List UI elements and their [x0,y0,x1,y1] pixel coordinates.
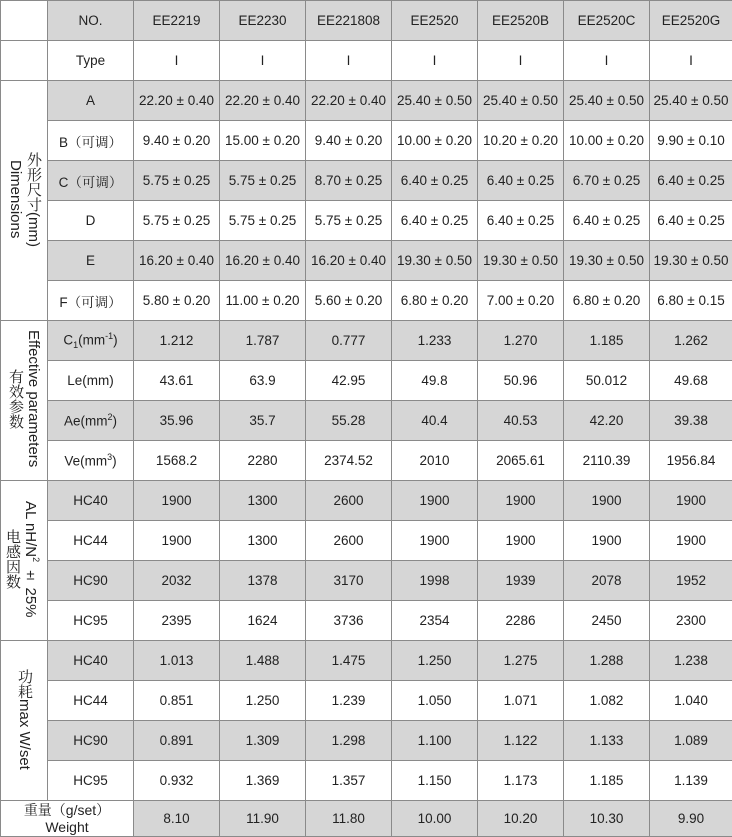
cell-value: 1.082 [564,681,650,721]
table-row [1,161,732,201]
cell-value: 49.8 [392,361,478,401]
cell-value: 1900 [564,481,650,521]
cell-value: 1952 [650,561,732,601]
weight-label-cn: 重量（g/set） [24,802,110,818]
cell-value: 1378 [220,561,306,601]
row-label: C（可调） [48,161,134,201]
cell-value: 43.61 [134,361,220,401]
cell-value: 42.95 [306,361,392,401]
group-dimensions [1,81,48,321]
cell-value: 10.20 [478,801,564,837]
cell-value: 10.00 [392,801,478,837]
cell-value: I [220,41,306,81]
row-label: HC40 [48,481,134,521]
cell-value: 2110.39 [564,441,650,481]
table-row [1,681,732,721]
cell-value: 1624 [220,601,306,641]
cell-value: 1.185 [564,321,650,361]
cell-value: 35.7 [220,401,306,441]
group-effective-parameters [1,321,48,481]
cell-value: 7.00 ± 0.20 [478,281,564,321]
cell-value: 6.80 ± 0.15 [650,281,732,321]
row-label: E [48,241,134,281]
cell-value: 1.212 [134,321,220,361]
cell-value: 6.40 ± 0.25 [392,201,478,241]
cell-value: 1.013 [134,641,220,681]
cell-value: 3736 [306,601,392,641]
table-row [1,81,732,121]
cell-value: 1.040 [650,681,732,721]
header-model: EE2230 [220,1,306,41]
cell-value: 1900 [478,481,564,521]
group-label-cn: 外形尺寸(mm) [25,152,42,247]
cell-value: I [650,41,732,81]
cell-value: 6.40 ± 0.25 [650,201,732,241]
cell-value: 2600 [306,481,392,521]
cell-value: 22.20 ± 0.40 [306,81,392,121]
cell-value: 5.75 ± 0.25 [220,201,306,241]
header-model: EE2520B [478,1,564,41]
header-row [1,1,732,41]
cell-value: 10.30 [564,801,650,837]
cell-value: 9.90 ± 0.10 [650,121,732,161]
table-row [1,561,732,601]
cell-value: 9.40 ± 0.20 [306,121,392,161]
group-label-en: max W/set [16,699,33,770]
cell-value: 1.233 [392,321,478,361]
cell-value: 15.00 ± 0.20 [220,121,306,161]
row-label: $C_1(mm^{-1})$ [48,321,134,361]
cell-value: 1900 [650,521,732,561]
header-no: NO. [48,1,134,41]
cell-value: 5.75 ± 0.25 [220,161,306,201]
table-row [1,201,732,241]
cell-value: 19.30 ± 0.50 [650,241,732,281]
cell-value: 25.40 ± 0.50 [564,81,650,121]
cell-value: 1900 [134,481,220,521]
cell-value: 6.40 ± 0.25 [392,161,478,201]
table-row [1,281,732,321]
corner-cell [1,1,48,41]
cell-value: 1.262 [650,321,732,361]
cell-value: 2300 [650,601,732,641]
cell-value: 50.96 [478,361,564,401]
cell-value: 49.68 [650,361,732,401]
cell-value: 6.80 ± 0.20 [564,281,650,321]
cell-value: 1.133 [564,721,650,761]
cell-value: 1900 [392,521,478,561]
group-label-en: Effective parameters [25,330,42,467]
table-row [1,481,732,521]
group-label-en: Dimensions [7,160,24,238]
cell-value: 10.00 ± 0.20 [392,121,478,161]
cell-value: 40.4 [392,401,478,441]
weight-label-en: Weight [45,819,88,835]
row-label: HC44 [48,681,134,721]
cell-value: 40.53 [478,401,564,441]
cell-value: 22.20 ± 0.40 [220,81,306,121]
row-label: D [48,201,134,241]
table-row [1,801,732,837]
cell-value: 19.30 ± 0.50 [564,241,650,281]
cell-value: 2078 [564,561,650,601]
row-label: HC95 [48,761,134,801]
table-row [1,521,732,561]
group-power-loss [1,641,48,801]
header-model: EE2520G [650,1,732,41]
cell-value: 1900 [564,521,650,561]
cell-value: I [564,41,650,81]
cell-value: 1.787 [220,321,306,361]
cell-value: 1.122 [478,721,564,761]
cell-value: 22.20 ± 0.40 [134,81,220,121]
cell-value: 16.20 ± 0.40 [134,241,220,281]
cell-value: 6.40 ± 0.25 [478,161,564,201]
row-label: $Ve(mm^3)$ [48,441,134,481]
cell-value: 0.891 [134,721,220,761]
cell-value: 39.38 [650,401,732,441]
cell-value: 1.071 [478,681,564,721]
header-model: EE221808 [306,1,392,41]
cell-value: 1.309 [220,721,306,761]
cell-value: 55.28 [306,401,392,441]
cell-value: 1.475 [306,641,392,681]
table-row [1,401,732,441]
cell-value: 1.369 [220,761,306,801]
cell-value: 10.20 ± 0.20 [478,121,564,161]
cell-value: 5.75 ± 0.25 [134,161,220,201]
row-label: HC90 [48,721,134,761]
cell-value: 2286 [478,601,564,641]
table-row [1,321,732,361]
cell-value: I [134,41,220,81]
row-label: $Ae(mm^2)$ [48,401,134,441]
row-label: Le(mm) [48,361,134,401]
cell-value: 2280 [220,441,306,481]
table-row [1,641,732,681]
cell-value: 6.40 ± 0.25 [478,201,564,241]
group-al-value [1,481,48,641]
cell-value: 2032 [134,561,220,601]
cell-value: 1900 [478,521,564,561]
table-row [1,121,732,161]
cell-value: 1300 [220,481,306,521]
row-label: HC95 [48,601,134,641]
row-label: Type [48,41,134,81]
cell-value: 1.250 [392,641,478,681]
cell-value: 6.40 ± 0.25 [564,201,650,241]
cell-value: 19.30 ± 0.50 [478,241,564,281]
cell-value: 1.139 [650,761,732,801]
table-row [1,761,732,801]
cell-value: 2450 [564,601,650,641]
cell-value: 25.40 ± 0.50 [392,81,478,121]
cell-value: 8.70 ± 0.25 [306,161,392,201]
table-row [1,441,732,481]
cell-value: 63.9 [220,361,306,401]
cell-value: 0.777 [306,321,392,361]
cell-value: 1956.84 [650,441,732,481]
cell-value: 1.357 [306,761,392,801]
table-row [1,241,732,281]
cell-value: I [306,41,392,81]
cell-value: 1.275 [478,641,564,681]
header-model: EE2520C [564,1,650,41]
cell-value: 8.10 [134,801,220,837]
group-label-cn: 功耗 [16,669,33,699]
row-label: F（可调） [48,281,134,321]
cell-value: 50.012 [564,361,650,401]
row-label: HC44 [48,521,134,561]
cell-value: I [392,41,478,81]
cell-value: 1.270 [478,321,564,361]
cell-value: 25.40 ± 0.50 [478,81,564,121]
cell-value: 1939 [478,561,564,601]
cell-value: 5.75 ± 0.25 [306,201,392,241]
cell-value: 9.90 [650,801,732,837]
table-row [1,601,732,641]
cell-value: 1.239 [306,681,392,721]
group-label-en: AL $nH/N^2 \pm 25\%$ [22,501,39,618]
cell-value: 1.150 [392,761,478,801]
cell-value: 5.75 ± 0.25 [134,201,220,241]
cell-value: 2395 [134,601,220,641]
cell-value: 16.20 ± 0.40 [306,241,392,281]
cell-value: 2374.52 [306,441,392,481]
weight-label [1,801,134,837]
cell-value: 16.20 ± 0.40 [220,241,306,281]
group-label-cn: 有效参数 [7,369,24,429]
cell-value: 3170 [306,561,392,601]
cell-value: 1.298 [306,721,392,761]
header-model: EE2219 [134,1,220,41]
cell-value: 6.80 ± 0.20 [392,281,478,321]
cell-value: 2600 [306,521,392,561]
cell-value: 6.70 ± 0.25 [564,161,650,201]
cell-value: 1.488 [220,641,306,681]
cell-value: 5.80 ± 0.20 [134,281,220,321]
cell-value: 11.00 ± 0.20 [220,281,306,321]
cell-value: 0.851 [134,681,220,721]
cell-value: 5.60 ± 0.20 [306,281,392,321]
row-label: B（可调） [48,121,134,161]
table-row [1,41,732,81]
cell-value: I [478,41,564,81]
cell-value: 1.173 [478,761,564,801]
row-label: HC90 [48,561,134,601]
corner-cell [1,41,48,81]
table-row [1,721,732,761]
cell-value: 1.089 [650,721,732,761]
cell-value: 0.932 [134,761,220,801]
cell-value: 11.80 [306,801,392,837]
cell-value: 1900 [392,481,478,521]
cell-value: 1900 [650,481,732,521]
cell-value: 42.20 [564,401,650,441]
cell-value: 6.40 ± 0.25 [650,161,732,201]
row-label: HC40 [48,641,134,681]
cell-value: 1998 [392,561,478,601]
cell-value: 1568.2 [134,441,220,481]
cell-value: 1900 [134,521,220,561]
cell-value: 25.40 ± 0.50 [650,81,732,121]
row-label: A [48,81,134,121]
cell-value: 1.288 [564,641,650,681]
cell-value: 35.96 [134,401,220,441]
cell-value: 1.100 [392,721,478,761]
table-row [1,361,732,401]
cell-value: 9.40 ± 0.20 [134,121,220,161]
cell-value: 11.90 [220,801,306,837]
group-label-cn: 电感因数 [4,529,21,589]
cell-value: 2010 [392,441,478,481]
cell-value: 19.30 ± 0.50 [392,241,478,281]
cell-value: 10.00 ± 0.20 [564,121,650,161]
header-model: EE2520 [392,1,478,41]
cell-value: 1.185 [564,761,650,801]
cell-value: 2065.61 [478,441,564,481]
cell-value: 1.250 [220,681,306,721]
cell-value: 2354 [392,601,478,641]
cell-value: 1.050 [392,681,478,721]
cell-value: 1300 [220,521,306,561]
cell-value: 1.238 [650,641,732,681]
